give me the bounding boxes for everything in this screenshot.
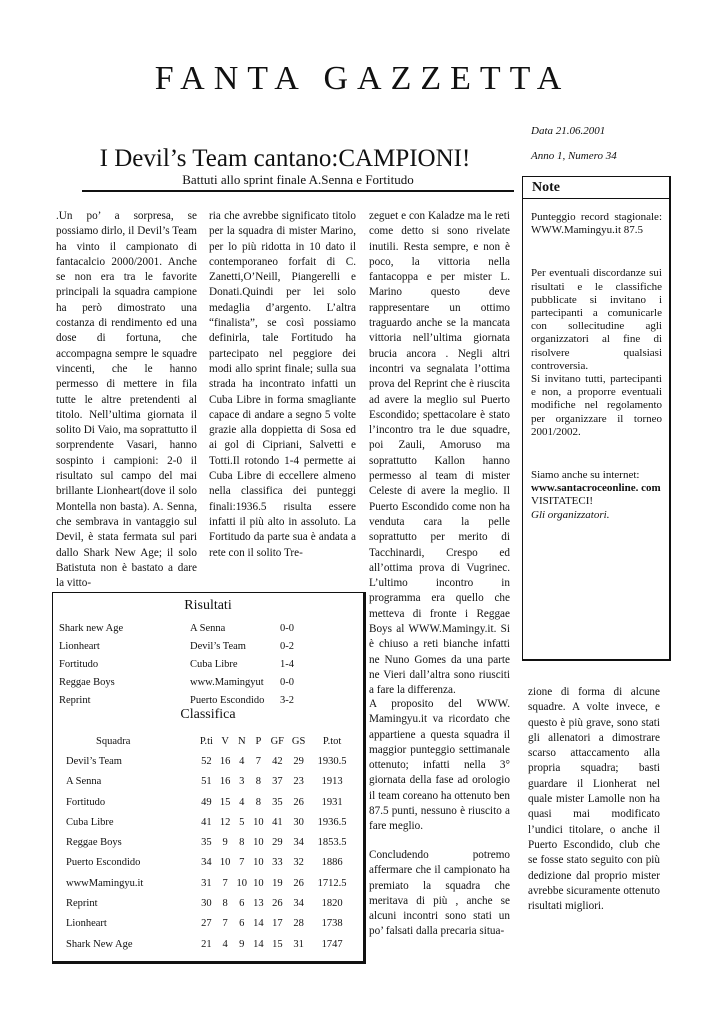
note-internet: Siamo anche su internet: bbox=[531, 469, 640, 482]
standings-cell: 34 bbox=[293, 898, 304, 910]
standings-cell: 6 bbox=[239, 898, 245, 910]
standings-cell: 1738 bbox=[321, 918, 343, 930]
standings-cell: 1820 bbox=[321, 898, 343, 910]
results-score: 0-0 bbox=[280, 676, 294, 688]
standings-team: wwwMamingyu.it bbox=[66, 877, 144, 889]
standings-team: Puerto Escondido bbox=[66, 857, 141, 869]
standings-cell: 16 bbox=[219, 776, 231, 788]
standings-row bbox=[53, 934, 355, 954]
standings-cell: 1886 bbox=[321, 857, 343, 869]
standings-cell: 49 bbox=[201, 796, 212, 808]
standings-header: GS bbox=[291, 735, 306, 747]
results-and-standings-box bbox=[52, 592, 366, 964]
results-score: 1-4 bbox=[280, 658, 294, 670]
note-signature: Gli organizzatori. bbox=[531, 508, 610, 521]
results-score: 0-0 bbox=[280, 622, 294, 634]
standings-cell: 10 bbox=[253, 877, 264, 889]
standings-row bbox=[53, 792, 355, 812]
standings-cell: 51 bbox=[201, 776, 212, 788]
standings-cell: 10 bbox=[253, 837, 264, 849]
standings-cell: 28 bbox=[293, 918, 304, 930]
standings-cell: 1931 bbox=[321, 796, 343, 808]
standings-cell: 10 bbox=[219, 857, 231, 869]
standings-cell: 12 bbox=[219, 816, 231, 828]
standings-cell: 3 bbox=[239, 776, 245, 788]
article-column-2: ria che avrebbe significato titolo per la squadra di mister Marino, per lo più ridotta in 10 dato il contemporaneo forfait di C. Zanetti,O’Neill, Piangerelli e Donati.Quindi per lei solo medaglia d’argento. L’altra “finalista”, se così possiamo definirla, tale Fortitudo ha partecipato nel peggiore dei modi allo sprint finale; sulla sua strada ha incontrato infatti un Cuba Libre in forma smagliante capace di andare a segno 5 volte grazie alla doppietta di Sosa ed ai gol di Cipriani, Salvetti e Totti.Il rotondo 1-4 permette ai Cuba Libre di eccellere almeno nella classifica dei punteggi finali:1936.5 risulta essere infatti il più alto in assoluto. La Fortitudo da parte sua è andata a rete con il solito Tre- bbox=[209, 210, 356, 559]
standings-row bbox=[53, 914, 355, 934]
standings-cell: 15 bbox=[272, 938, 283, 950]
masthead: FANTA GAZZETTA bbox=[154, 60, 571, 97]
standings-cell: 35 bbox=[272, 796, 283, 808]
standings-header: P bbox=[255, 735, 262, 747]
standings-team: Lionheart bbox=[66, 918, 107, 930]
issue-number: Anno 1, Numero 34 bbox=[531, 150, 617, 162]
standings-team: Reggae Boys bbox=[66, 837, 122, 849]
standings-cell: 41 bbox=[272, 816, 283, 828]
results-title: Risultati bbox=[184, 598, 232, 613]
results-home-team: Fortitudo bbox=[59, 658, 99, 670]
standings-cell: 26 bbox=[272, 898, 283, 910]
standings-cell: 7 bbox=[222, 877, 228, 889]
standings-header: N bbox=[237, 735, 246, 747]
standings-cell: 15 bbox=[219, 796, 231, 808]
standings-cell: 52 bbox=[201, 755, 212, 767]
results-away-team: Devil’s Team bbox=[190, 640, 246, 652]
standings-cell: 34 bbox=[293, 837, 304, 849]
standings-cell: 34 bbox=[201, 857, 212, 869]
standings-cell: 10 bbox=[253, 816, 264, 828]
standings-row bbox=[53, 832, 355, 852]
standings-team: Fortitudo bbox=[66, 796, 106, 808]
standings-header: GF bbox=[270, 735, 285, 747]
note-discrepancies: Per eventuali discordanze sui risultati e le classifiche pubblicate si invitano i partecipanti a comunicarle con sollecitudine agli organizzatori al fine di risolvere qualsiasi controversia. bbox=[531, 267, 662, 372]
standings-cell: 26 bbox=[293, 877, 304, 889]
standings-cell: 7 bbox=[239, 857, 245, 869]
results-home-team: Lionheart bbox=[59, 640, 100, 652]
standings-cell: 1930.5 bbox=[317, 755, 347, 767]
note-record: Punteggio record stagionale: WWW.Mamingyu.it 87.5 bbox=[531, 211, 662, 237]
standings-team: Devil’s Team bbox=[66, 755, 122, 767]
standings-header: Squadra bbox=[96, 735, 131, 747]
standings-cell: 33 bbox=[272, 857, 283, 869]
results-home-team: Reggae Boys bbox=[59, 676, 115, 688]
standings-cell: 8 bbox=[239, 837, 245, 849]
article-column-1: .Un po’ a sorpresa, se possiamo dirlo, il Devil’s Team ha vinto il campionato di fantacalcio 2000/2001. Anche se non era tra le favorite principali la squadra campione ha però dimostrato una costanza di rendimento ed una dose di fortuna, che accompagna sempre le squadre vincenti, che le hanno permesso di mettere in fila tutte le altre pretendenti al titolo. Nell’ultima giornata il solito Di Vaio, ma soprattutto il sorprendente Vasari, hanno sospinto i campioni: 2-0 il risultato sul campo del mai brillante Lionheart(dove il solo Montella non basta). A. Senna, che sembrava in vantaggio sul Devil, è stata fermata sul pari dallo Shark New Age; il solo Batistuta non è bastato a dare la vitto- bbox=[56, 210, 197, 590]
standings-cell: 37 bbox=[272, 776, 283, 788]
standings-cell: 31 bbox=[293, 938, 304, 950]
results-home-team: Reprint bbox=[59, 694, 91, 706]
standings-cell: 1913 bbox=[321, 776, 343, 788]
article-column-3-paragraph-2: A proposito del WWW. Mamingyu.it va ricordato che appartiene a questa squadra il maggior punteggio settimanale ottenuto; infatti nella 3° giornata della fase ad orologio il team coreano ha ottenuto ben 87.5 punti, nessuno è riuscito a fare meglio. bbox=[369, 698, 510, 833]
results-away-team: A Senna bbox=[190, 622, 226, 634]
note-visit: VISITATECI! bbox=[531, 495, 594, 508]
standings-cell: 7 bbox=[255, 755, 261, 767]
standings-team: Shark New Age bbox=[66, 938, 133, 950]
standings-cell: 19 bbox=[272, 877, 283, 889]
notes-title: Note bbox=[523, 177, 669, 199]
standings-row bbox=[53, 751, 355, 771]
standings-team: Cuba Libre bbox=[66, 816, 114, 828]
note-proposals: Si invitano tutti, partecipanti e non, a proporre eventuali modifiche nel regolamento per organizzare il torneo 2001/2002. bbox=[531, 373, 662, 438]
standings-title: Classifica bbox=[180, 707, 236, 722]
standings-header: P.tot bbox=[322, 735, 342, 747]
headline: I Devil’s Team cantano:CAMPIONI! bbox=[99, 145, 471, 172]
standings-cell: 5 bbox=[239, 816, 245, 828]
standings-row bbox=[53, 893, 355, 913]
standings-cell: 30 bbox=[201, 898, 212, 910]
standings-cell: 1747 bbox=[321, 938, 343, 950]
standings-cell: 1936.5 bbox=[317, 816, 347, 828]
results-row bbox=[59, 673, 320, 691]
standings-cell: 9 bbox=[222, 837, 228, 849]
standings-cell: 42 bbox=[272, 755, 283, 767]
standings-cell: 8 bbox=[222, 898, 228, 910]
standings-team: A Senna bbox=[66, 776, 102, 788]
standings-cell: 16 bbox=[219, 755, 231, 767]
standings-cell: 21 bbox=[201, 938, 212, 950]
standings-cell: 4 bbox=[222, 938, 228, 950]
standings-cell: 29 bbox=[293, 755, 304, 767]
results-home-team: Shark new Age bbox=[59, 622, 124, 634]
standings-cell: 8 bbox=[255, 776, 261, 788]
standings-cell: 10 bbox=[236, 877, 247, 889]
standings-cell: 4 bbox=[239, 755, 245, 767]
standings-cell: 35 bbox=[201, 837, 212, 849]
standings-cell: 1712.5 bbox=[317, 877, 347, 889]
standings-header: P.ti bbox=[199, 735, 213, 747]
standings-cell: 31 bbox=[201, 877, 212, 889]
results-away-team: Puerto Escondido bbox=[190, 694, 265, 706]
issue-date: Data 21.06.2001 bbox=[531, 125, 606, 137]
standings-cell: 8 bbox=[255, 796, 261, 808]
standings-cell: 29 bbox=[272, 837, 283, 849]
standings-cell: 17 bbox=[272, 918, 283, 930]
standings-cell: 4 bbox=[239, 796, 245, 808]
results-away-team: www.Mamingyut bbox=[190, 676, 264, 688]
standings-cell: 10 bbox=[253, 857, 264, 869]
note-website: www.santacroceonline. com bbox=[531, 482, 661, 495]
article-column-3: zeguet e con Kaladze ma le reti come detto si sono rivelate inutili. Resta sempre, e non è poco, la vittoria nella fantacoppa e per mister L. Marino questo deve rappresentare un ottimo traguardo anche se la mancata vittoria nell’ultima giornata brucia ancora . Negli altri incontri va segnalata l’ottima prova del Reprint che è riuscita ad avere la meglio sul Puerto Escondido; spettacolare è stato l’incontro tra le due squadre, poi Zauli, Amoruso ma soprattutto Kallon hanno permesso al team di mister Celeste di avere la meglio. Il Puerto Escondido come non ha venduta cara la pelle soprattutto per merito di Tacchinardi, Crespo ed all’ottima prova di Vugrinec. L’ultimo incontro in programma era quello che metteva di fronte i Reggae Boys al WWW.Mamingy.it. Si è chiuso a reti bianche infatti ne Nuno Gomes da una parte ne Vieri dall’altra sono riusciti a fare la differenza. bbox=[369, 210, 510, 697]
standings-cell: 7 bbox=[222, 918, 228, 930]
results-row bbox=[59, 619, 320, 637]
standings-cell: 6 bbox=[239, 918, 245, 930]
standings-row bbox=[53, 812, 355, 832]
standings-cell: 9 bbox=[239, 938, 245, 950]
standings-cell: 30 bbox=[293, 816, 304, 828]
standings-table bbox=[53, 731, 355, 954]
standings-cell: 14 bbox=[253, 938, 264, 950]
standings-row bbox=[53, 772, 355, 792]
standings-cell: 1853.5 bbox=[317, 837, 347, 849]
standings-cell: 41 bbox=[201, 816, 212, 828]
standings-cell: 23 bbox=[293, 776, 304, 788]
results-row bbox=[59, 637, 320, 655]
article-column-3-paragraph-3: Concludendo potremo affermare che il campionato ha premiato la squadra che meritava di più , anche se alcuni incontri sono stati un po’ falsati dalla precaria situa- bbox=[369, 849, 510, 938]
notes-box bbox=[522, 176, 671, 661]
standings-cell: 14 bbox=[253, 918, 264, 930]
standings-cell: 27 bbox=[201, 918, 212, 930]
standings-cell: 26 bbox=[293, 796, 304, 808]
results-table bbox=[59, 619, 320, 709]
subheadline: Battuti allo sprint finale A.Senna e Fortitudo bbox=[82, 172, 514, 192]
results-score: 3-2 bbox=[280, 694, 294, 706]
standings-row bbox=[53, 873, 355, 893]
standings-header: V bbox=[221, 735, 229, 747]
results-away-team: Cuba Libre bbox=[190, 658, 238, 670]
standings-cell: 32 bbox=[293, 857, 304, 869]
article-column-4: zione di forma di alcune squadre. A volte invece, e questo è più grave, sono stati gli allenatori a dimostrare scarso attaccamento alla propria squadra; basti guardare il Lionherat nel quale mister Lamolle non ha quasi mai modificato l’undici titolare, o anche il Puerto Escondido, club che se fosse stato seguito con più dedizione dal proprio mister avrebbe sicuramente ottenuto risultati migliori. bbox=[528, 686, 660, 913]
standings-team: Reprint bbox=[66, 898, 98, 910]
results-row bbox=[59, 655, 320, 673]
standings-cell: 13 bbox=[253, 898, 264, 910]
results-score: 0-2 bbox=[280, 640, 294, 652]
standings-row bbox=[53, 853, 355, 873]
